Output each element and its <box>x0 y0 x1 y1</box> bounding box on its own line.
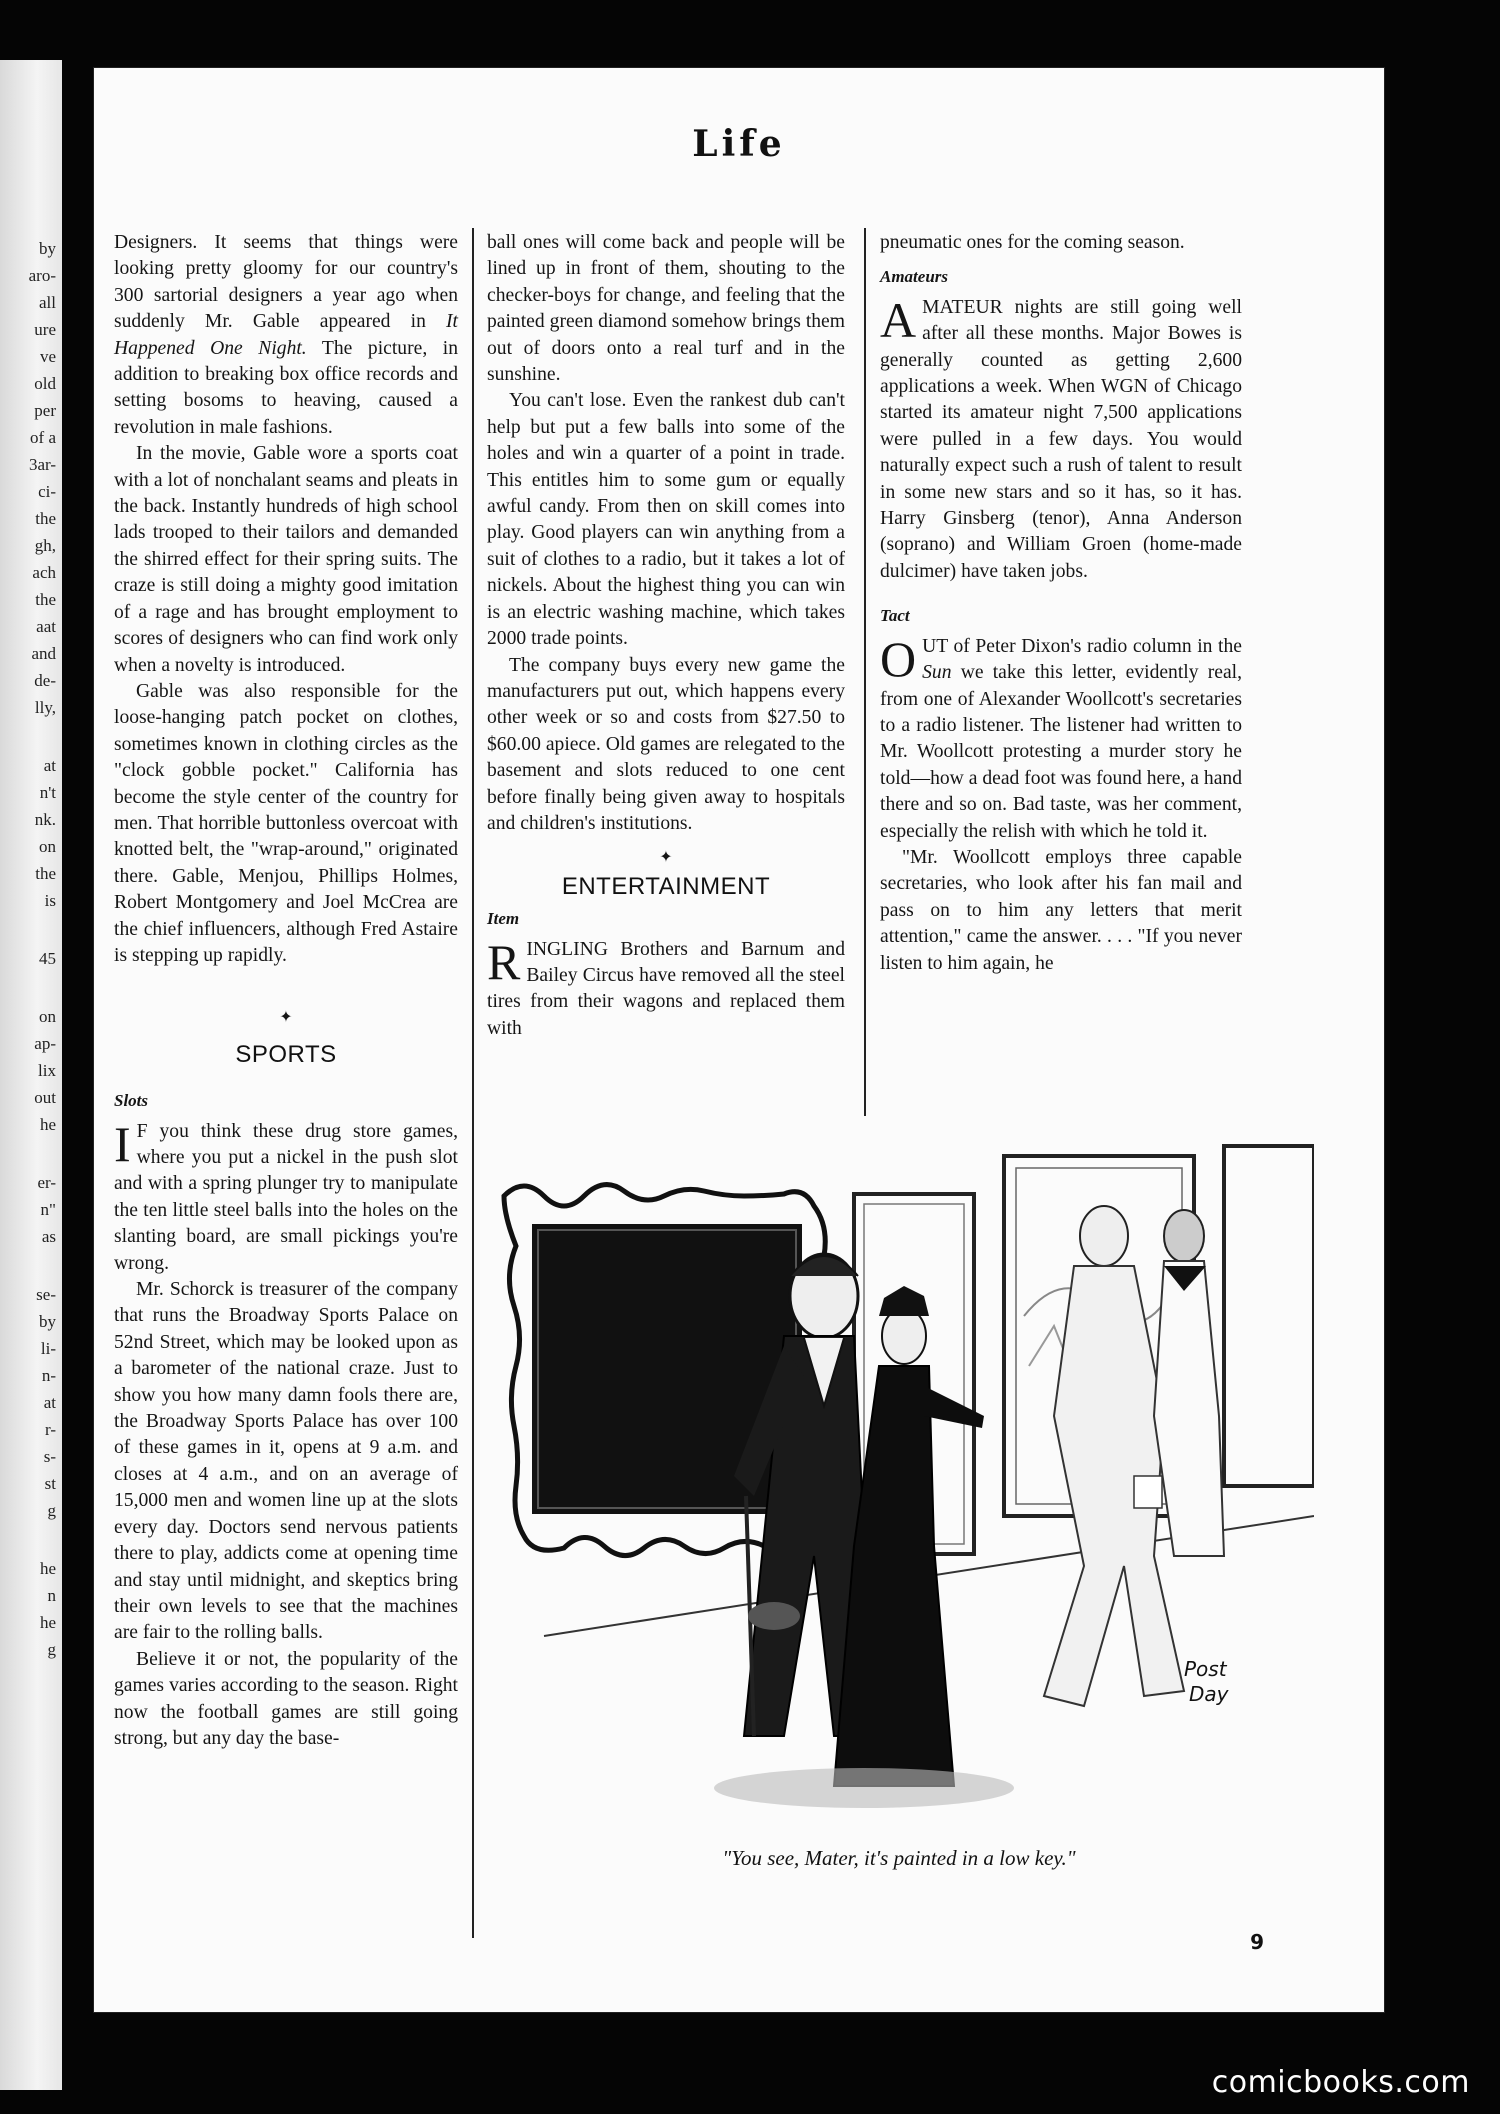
drop-cap: O <box>880 630 917 687</box>
column-3 <box>880 230 1242 1150</box>
paragraph: RINGLING Brothers and Barnum and Bailey Circus have removed all the steel tires from their wagons and replaced them with <box>487 933 845 1039</box>
drop-cap: I <box>114 1115 131 1172</box>
previous-page-text-fragment: er- <box>37 1173 56 1192</box>
previous-page-text-fragment: he <box>39 1559 56 1578</box>
magazine-page <box>94 68 1384 2012</box>
subheading-item: Item <box>487 909 520 929</box>
previous-page-text-fragment: at <box>43 1393 56 1412</box>
cartoon-illustration <box>484 1116 1314 1834</box>
cartoon-caption: "You see, Mater, it's painted in a low key." <box>722 1846 1076 1870</box>
previous-page-text-fragment: and <box>31 644 56 663</box>
paragraph: AMATEUR nights are still going well after all these months. Major Bowes is generally counted as getting 2,600 applications a week. When WGN of Chicago started its amateur night 7,500 applications were pulled in a few days. You would naturally expect such a rush of talent to result in some new stars and so it has, so it has. Harry Ginsberg (tenor), Anna Anderson (soprano) and William Groen (home-made dulcimer) have taken jobs. <box>880 291 1242 582</box>
column-2 <box>487 230 845 1150</box>
column-divider <box>864 228 866 1148</box>
column-1 <box>114 230 458 1930</box>
artist-signature: Day <box>1189 1682 1229 1706</box>
previous-page-text-fragment: g <box>47 1501 56 1520</box>
previous-page-text-fragment: li- <box>40 1339 56 1358</box>
previous-page-text-fragment: g <box>47 1640 56 1659</box>
previous-page-text-fragment: by <box>39 1312 56 1331</box>
previous-page-text-fragment: se- <box>36 1285 56 1304</box>
previous-page-text-fragment: as <box>41 1227 56 1246</box>
previous-page-text-fragment: all <box>39 293 56 312</box>
previous-page-text-fragment: old <box>34 374 56 393</box>
previous-page-text-fragment: st <box>44 1474 56 1493</box>
previous-page-text-fragment: n <box>47 1586 56 1605</box>
previous-page-text-fragment: n't <box>39 783 56 802</box>
previous-page-text-fragment: n" <box>40 1200 56 1219</box>
previous-page-text-fragment: of a <box>30 428 56 447</box>
artist-signature: Post <box>1184 1657 1227 1681</box>
previous-page-text-fragment: lly, <box>34 698 56 717</box>
previous-page-text-fragment: he <box>39 1115 56 1134</box>
previous-page-text-fragment: ap- <box>34 1034 56 1053</box>
previous-page-text-fragment: the <box>35 864 56 883</box>
previous-page-text-fragment: 45 <box>39 949 56 968</box>
previous-page-text-fragment: on <box>39 1007 56 1026</box>
ornament-icon: ✦ <box>279 1009 293 1027</box>
previous-page-text-fragment: s- <box>43 1447 56 1466</box>
paragraph: I F you think these drug store games, where you put a nickel in the push slot and with a spring plunger try to manipulate the ten little steel balls into the holes on the slanting board, are small pickings you're wrong. <box>114 1115 458 1274</box>
section-heading-sports: SPORTS <box>235 1040 337 1068</box>
previous-page-text-fragment: by <box>39 239 56 258</box>
column-divider <box>472 228 474 1938</box>
paragraph: Mr. Schorck is treasurer of the company that runs the Broadway Sports Palace on 52nd Street, which may be looked upon as a barometer of the national craze. Just to show you how many damn fools there are, the Broadway Sports Palace has over 100 of these games in it, opens at 9 a.m. and closes at 4 a.m., and on an average of 15,000 men and women line up at the slots every day. Doctors send nervous patients there to play, addicts come at opening time and stay until midnight, and skeptics bring their own levels to see that the machines are fair to the rolling balls. <box>114 1279 458 1644</box>
drop-cap: A <box>880 291 917 348</box>
paragraph: pneumatic ones for the coming season. <box>880 232 1185 253</box>
page-number: 9 <box>1250 1930 1264 1954</box>
previous-page-edge <box>0 60 62 2090</box>
previous-page-text-fragment: ci- <box>38 482 56 501</box>
subheading-tact: Tact <box>880 606 910 626</box>
paragraph: OUT of Peter Dixon's radio column in the Sun we take this letter, evidently real, from one of Alexander Woollcott's secretaries to a radio listener. The listener had written to Mr. Woollcott protesting a murder story he told—how a dead foot was found here, a hand there and so on. Bad taste, was her comment, especially the relish with which he told it. <box>880 630 1242 842</box>
previous-page-text-fragment: he <box>39 1613 56 1632</box>
previous-page-text-fragment: ure <box>34 320 56 339</box>
previous-page-text-fragment: the <box>35 590 56 609</box>
paragraph: Gable was also responsible for the loose-hanging patch pocket on clothes, sometimes known in clothing circles as the "clock gobble pocket." California has become the style center of the country for men. That horrible buttonless overcoat with knotted belt, the "wrap-around," originated there. Gable, Menjou, Phillips Holmes, Robert Montgomery and Joel McCrea are the chief influencers, although Fred Astaire is stepping up rapidly. <box>114 680 458 966</box>
previous-page-text-fragment: de- <box>34 671 56 690</box>
paragraph: ball ones will come back and people will be lined up in front of them, shouting to the checker-boys for change, and feeling that the painted green diamond somehow brings them out of doors onto a real turf and in the sunshine. <box>487 232 845 386</box>
previous-page-text-fragment: 3ar- <box>28 455 56 474</box>
paragraph: Designers. It seems that things were looking pretty gloomy for our country's 300 sartorial designers a year ago when suddenly Mr. Gable appeared in It Happened One Night. The picture, in addition to breaking box office records and setting bosoms to heaving, caused a revolution in male fashions. <box>114 232 459 438</box>
previous-page-text-fragment: gh, <box>34 536 56 555</box>
section-heading-entertainment: ENTERTAINMENT <box>561 872 771 900</box>
previous-page-text-fragment: aro- <box>28 266 56 285</box>
paragraph: Believe it or not, the popularity of the games varies according to the season. Right now the football games are still going strong, but any day the base- <box>114 1648 458 1749</box>
previous-page-text-fragment: ve <box>39 347 56 366</box>
drop-cap: R <box>487 933 521 990</box>
previous-page-text-fragment: r- <box>45 1420 56 1439</box>
previous-page-text-fragment: n- <box>41 1366 56 1385</box>
previous-page-text-fragment: ach <box>32 563 56 582</box>
previous-page-text-fragment: at <box>43 756 56 775</box>
previous-page-text-fragment: aat <box>36 617 56 636</box>
previous-page-text-fragment: per <box>34 401 56 420</box>
previous-page-text-fragment: the <box>35 509 56 528</box>
paragraph: The company buys every new game the manufacturers put out, which happens every other week or so and costs from $27.50 to $60.00 apiece. Old games are relegated to the basement and slots reduced to one cent before finally being given away to hospitals and children's institutions. <box>487 654 845 834</box>
subheading-slots: Slots <box>114 1091 149 1111</box>
ornament-icon: ✦ <box>659 849 673 867</box>
previous-page-text-fragment: on <box>39 837 56 856</box>
watermark: comicbooks.com <box>1211 2065 1470 2100</box>
subheading-amateurs: Amateurs <box>880 267 949 287</box>
previous-page-text-fragment: is <box>44 891 56 910</box>
previous-page-text-fragment: out <box>34 1088 56 1107</box>
paragraph: In the movie, Gable wore a sports coat with a lot of nonchalant seams and pleats in the back. Instantly hundreds of high school lads trooped to their tailors and demanded the shirred effect for their spring suits. The craze is still doing a mighty good imitation of a rage and has brought employment to scores of designers who can find work only when a novelty is introduced. <box>114 443 458 676</box>
masthead: Life <box>692 123 786 165</box>
paragraph: You can't lose. Even the rankest dub can't help but put a few balls into some of the holes and win a quarter of a point in trade. This entitles him to some gum or equally awful candy. From then on skill comes into play. Good players can win anything from a suit of clothes to a radio, but it takes a lot of nickels. About the highest thing you can win is an electric washing machine, which takes 2000 trade points. <box>487 390 845 650</box>
paragraph: "Mr. Woollcott employs three capable secretaries, who look after his fan mail and pass on to him any letters that merit attention," came the answer. . . . "If you never listen to him again, he <box>880 846 1242 974</box>
previous-page-text-fragment: nk. <box>34 810 56 829</box>
previous-page-text-fragment: lix <box>38 1061 56 1080</box>
